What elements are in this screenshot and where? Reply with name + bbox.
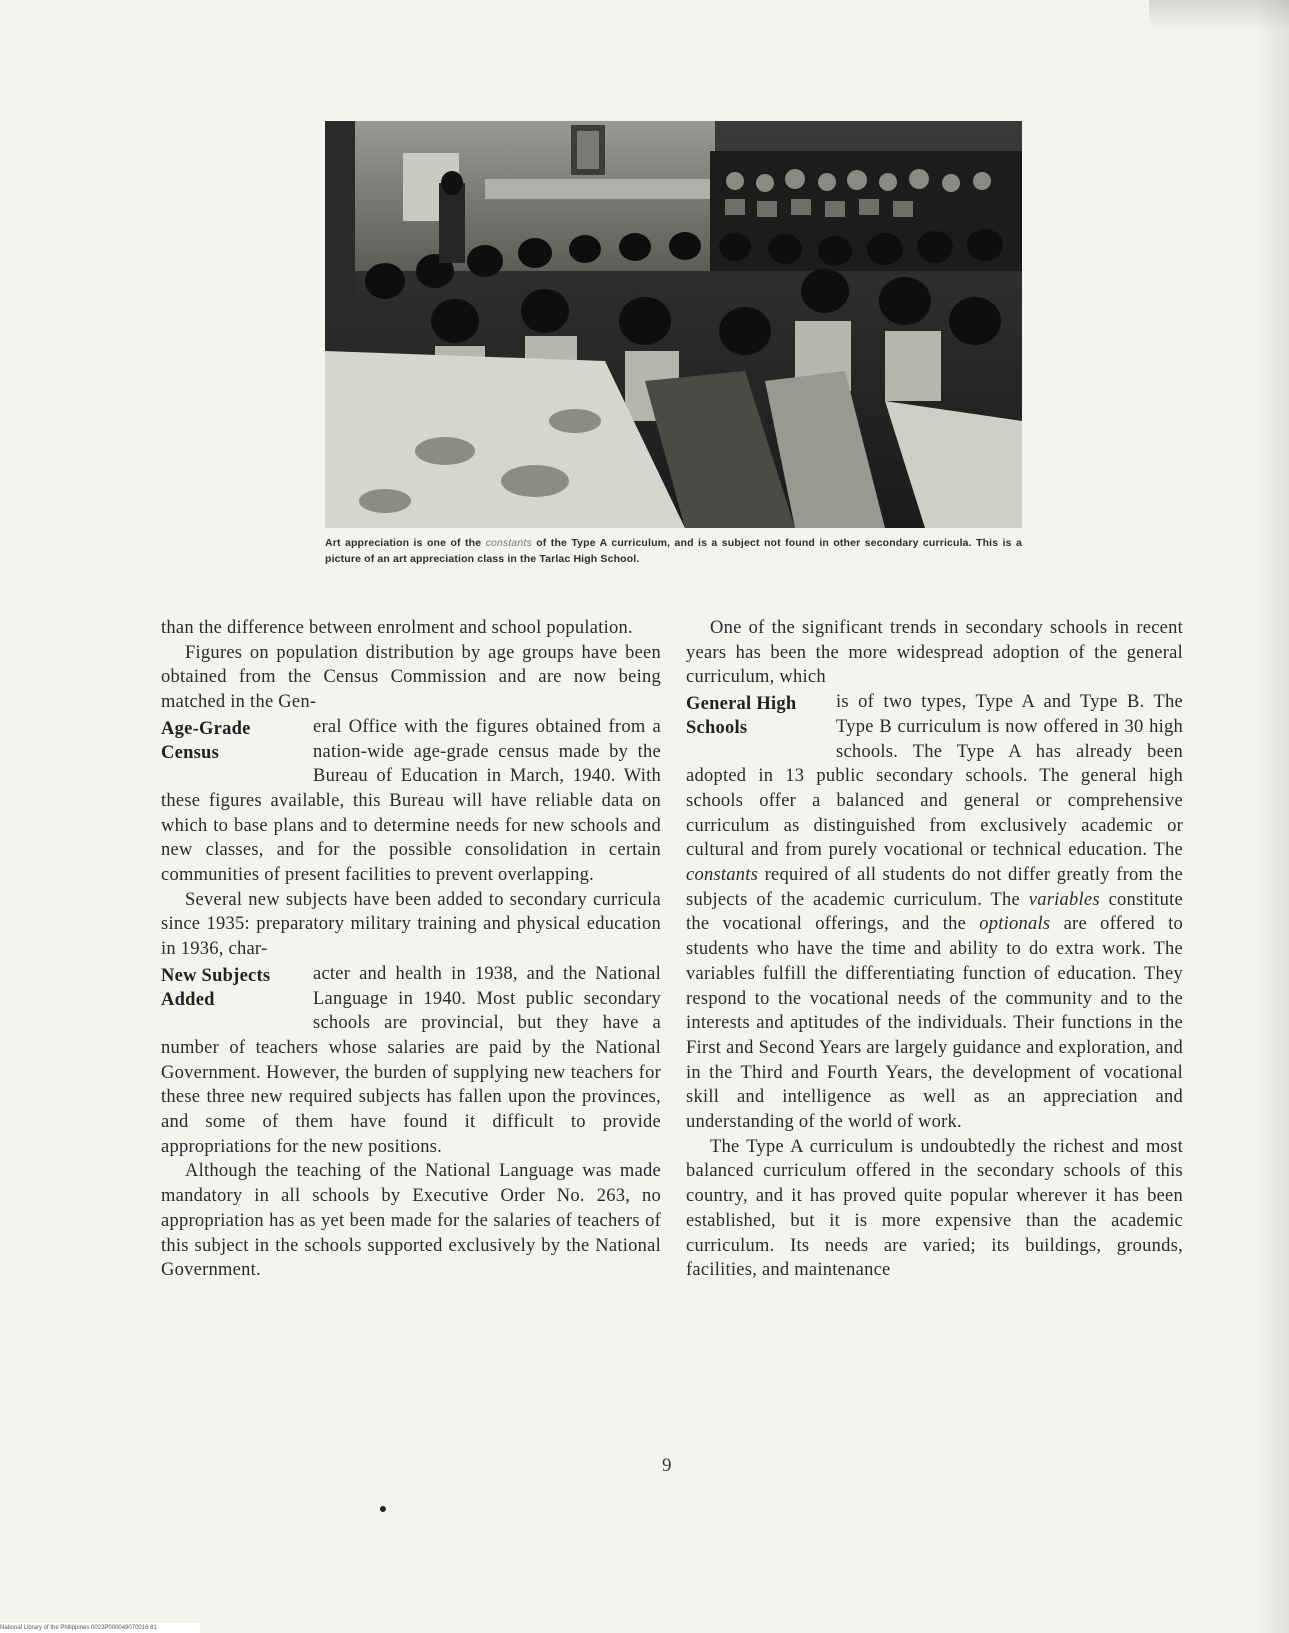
library-footer-stamp: National Library of the Philippines 0023P000049070016 81 xyxy=(0,1623,200,1633)
paragraph-population-rest: eral Office with the figures obtained from a nation-wide age-grade census made by the Bureau of Education in March, 1940. With these figures available, this Bureau will have reliable data on which to base plans and to determine needs for new schools and new classes, and for the possible consolidation in certain communities of present facilities to prevent overlapping. xyxy=(161,716,661,886)
text-run: is of two types, Type A and Type B. The Type B curriculum is now offered in 30 high schools. The Type A has already been adopted in 13 public secondary schools. The general high schools offer a balanced and general or comprehensive curriculum as distinguished from exclusively academic or cultural and from purely vocational or technical education. The xyxy=(686,692,1183,861)
caption-italic-term: constants xyxy=(485,537,532,549)
caption-text-after: of the Type A curriculum, and is a subject not found in other secondary curricula. This is a picture of an art appreciation class in the Tarlac High School. xyxy=(325,537,1022,565)
italic-optionals: optionals xyxy=(979,914,1051,935)
paragraph-population-lead: Figures on population distribution by age groups have been obtained from the Census Commission and are now being matched in the Gen- xyxy=(161,642,661,713)
photo-caption xyxy=(325,535,1022,567)
left-column xyxy=(161,616,661,1283)
photo-illustration xyxy=(325,121,1022,528)
paragraph-new-subjects-lead: Several new subjects have been added to secondary curricula since 1935: preparatory military training and physical education in 1936, char- xyxy=(161,889,661,960)
paragraph-trends-rest xyxy=(686,690,1183,1135)
italic-variables: variables xyxy=(1028,889,1100,910)
italic-constants: constants xyxy=(686,865,759,886)
paragraph-new-subjects-rest: acter and health in 1938, and the National Language in 1940. Most public secondary schools are provincial, but they have a number of teachers whose salaries are paid by the National Government. However, the burden of supplying new teachers for these three new required subjects has fallen upon the provinces, and some of them have found it difficult to provide appropriations for the new positions. xyxy=(161,963,661,1157)
page-number: 9 xyxy=(662,1455,672,1476)
sidehead-new-subjects-added: New Subjects Added xyxy=(161,965,271,1010)
caption-text-before: Art appreciation is one of the xyxy=(325,537,486,549)
right-column xyxy=(686,616,1183,1283)
text-run: constitute the vocational offerings, and the xyxy=(686,889,1183,935)
paragraph-national-language: Although the teaching of the National Language was made mandatory in all schools by Executive Order No. 263, no appropriation has as yet been made for the salaries of teachers of this subject in the schools supported exclusively by the National Government. xyxy=(161,1161,661,1281)
page-edge-shadow xyxy=(1253,0,1289,1633)
paragraph-type-a: The Type A curriculum is undoubtedly the richest and most balanced curriculum offered in the secondary schools of this country, and it has proved quite popular wherever it has been established, but it is more expensive than the academic curriculum. Its needs are varied; its buildings, grounds, facilities, and maintenance xyxy=(686,1136,1183,1281)
text-run: are offered to students who have the time and ability to do extra work. The variables fulfill the differentiating function of education. They respond to the vocational needs of the community and to the interests and aptitudes of the individuals. Their functions in the First and Second Years are largely guidance and exploration, and in the Third and Fourth Years, the development of vocational skill and intelligence as well as an appreciation and understanding of the world of work. xyxy=(686,914,1183,1133)
paragraph-enrolment: than the difference between enrolment and school population. xyxy=(161,618,633,638)
paragraph-trends-lead: One of the significant trends in secondary schools in recent years has been the more widespread adoption of the general curriculum, which xyxy=(686,618,1183,688)
text-run: required of all students do not differ greatly from the subjects of the academic curriculum. The xyxy=(686,865,1183,910)
sidehead-general-high-schools: General High Schools xyxy=(686,694,797,739)
sidehead-age-grade-census: Age-Grade Census xyxy=(161,718,251,763)
art-class-photo xyxy=(325,121,1022,528)
scan-speck xyxy=(380,1506,386,1512)
page-corner-shadow xyxy=(1149,0,1289,30)
